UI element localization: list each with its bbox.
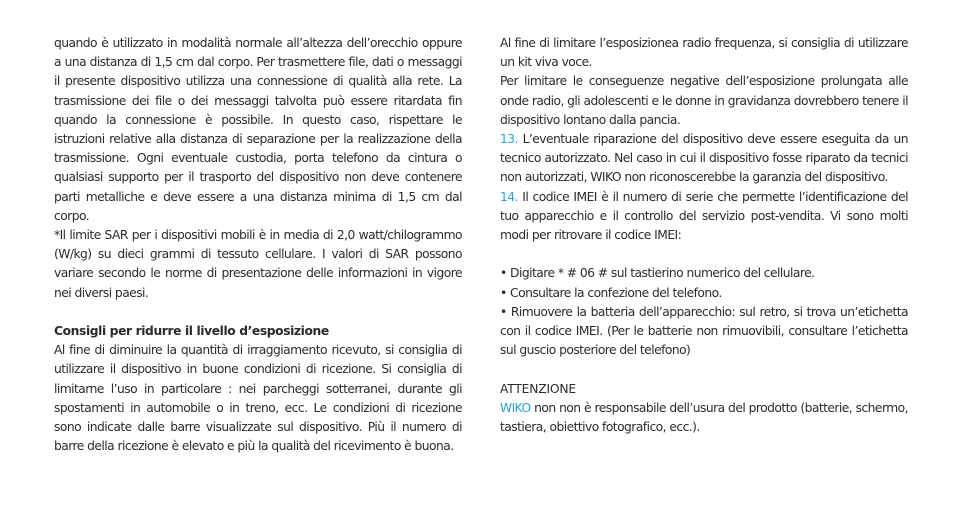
left-column	[54, 34, 462, 456]
exposure-advice-heading: Consigli per ridurre il livello d’esposizione	[54, 324, 329, 339]
item-13-repair	[500, 130, 908, 188]
spacer	[500, 245, 908, 264]
hands-free-paragraph: Al fine di limitare l’esposizionea radio frequenza, si consiglia di utilizzare un kit viva voce.	[500, 36, 908, 70]
exposure-advice-paragraph: Al fine di diminuire la quantità di irraggiamento ricevuto, si consiglia di utilizzare il dispositivo in buone condizioni di ricezione. Si consiglia di limitarne l’uso in particolare : nei parcheggi sotterranei, durante gli spostamenti in automobile o in treno, ecc. Le condizioni di ricezione sono indicate dalle barre visualizzate sul dispositivo. Più il numero di barre della ricezione è elevato e più la qualità del ricevimento è buona.	[54, 343, 462, 454]
item-14-imei	[500, 188, 908, 246]
item-13-text: L’eventuale riparazione del dispositivo deve essere eseguita da un tecnico autorizzato. Nel caso in cui il dispositivo fosse riparato da tecnici non autorizzati, WIKO non riconoscerebbe la garanzia del dispositivo.	[500, 132, 909, 185]
sar-distance-paragraph: quando è utilizzato in modalità normale all’altezza dell’orecchio oppure a una distanza di 1,5 cm dal corpo. Per trasmettere file, dati o messaggi il presente dispositivo utilizza una connessione di qualità alla rete. La trasmissione dei file o dei messaggi talvolta può essere ritardata fin quando la connessione è possibile. In questo caso, rispettare le istruzioni relative alla distanza di separazione per la realizzazione della trasmissione. Ogni eventuale custodia, porta telefono da cintura o qualsiasi supporto per il trasporto del dispositivo non deve contenere parti metalliche e deve essere a una distanza minima di 1,5 cm dal corpo.	[54, 36, 462, 223]
spacer	[500, 360, 908, 379]
imei-bullet-battery: • Rimuovere la batteria dell’apparecchio: sul retro, si trova un’etichetta con il codice IMEI. (Per le batterie non rimuovibili, consultare l’etichetta sul guscio posteriore del telefono)	[500, 304, 908, 358]
item-14-number: 14.	[500, 189, 518, 204]
item-14-text: Il codice IMEI è il numero di serie che permette l’identificazione del tuo apparecchio e il controllo del servizio post-vendita. Vi sono molti modi per ritrovare il codice IMEI:	[500, 189, 909, 243]
imei-bullet-box: • Consultare la confezione del telefono.	[500, 285, 722, 300]
right-column	[500, 34, 908, 437]
attention-text: non non è responsabile dell’usura del prodotto (batterie, schermo, tastiera, obiettivo fotografico, ecc.).	[500, 400, 908, 435]
attention-heading: ATTENZIONE	[500, 381, 576, 396]
prolonged-exposure-paragraph: Per limitare le conseguenze negative dell’esposizione prolungata alle onde radio, gli adolescenti e le donne in gravidanza dovrebbero tenere il dispositivo lontano dalla pancia.	[500, 74, 908, 127]
attention-paragraph	[500, 399, 908, 437]
item-13-number: 13.	[500, 132, 518, 147]
imei-bullet-dial: • Digitare * # 06 # sul tastierino numerico del cellulare.	[500, 266, 815, 281]
brand-name: WIKO	[500, 400, 531, 415]
sar-limit-paragraph: *Il limite SAR per i dispositivi mobili è in media di 2,0 watt/chilogrammo (W/kg) su dieci grammi di tessuto cellulare. I valori di SAR possono variare secondo le norme di presentazione delle informazioni in vigore nei diversi paesi.	[54, 228, 462, 300]
spacer	[54, 303, 462, 322]
